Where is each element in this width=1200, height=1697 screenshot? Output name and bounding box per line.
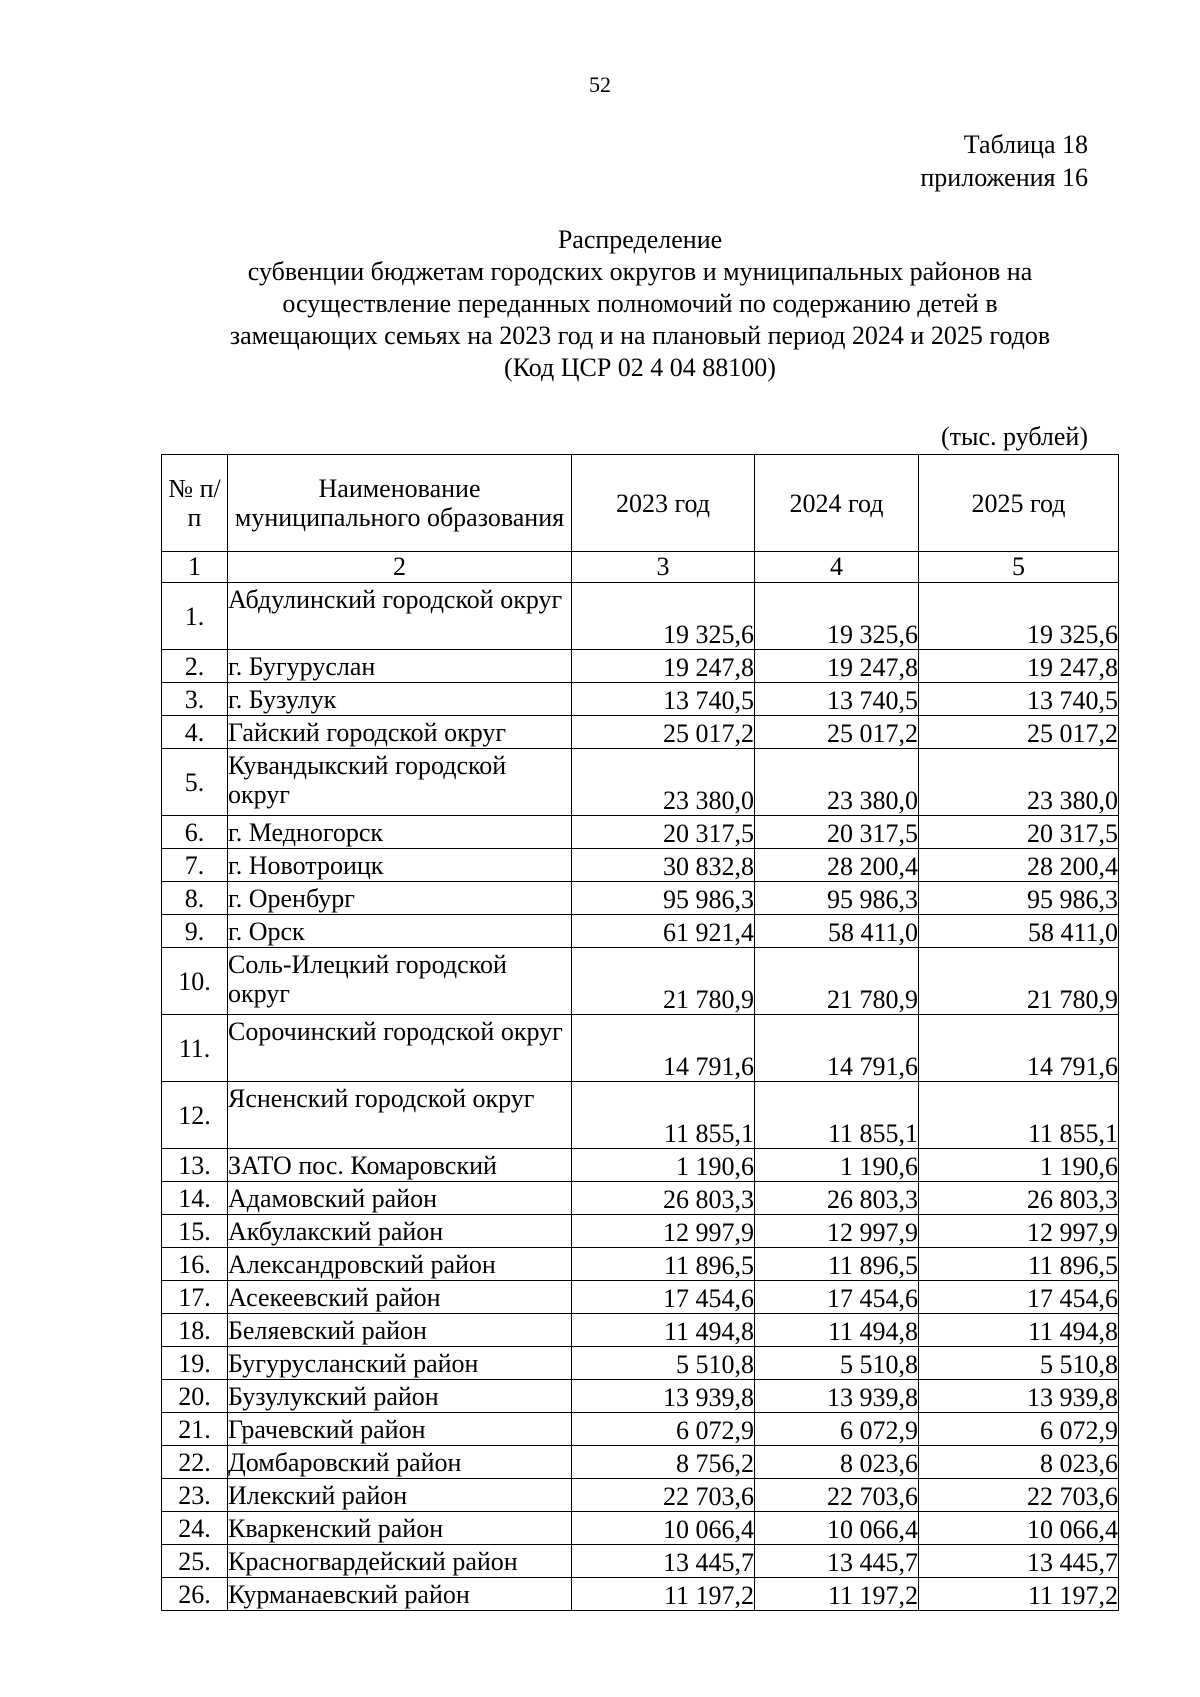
table-row — [162, 1578, 1119, 1611]
value-2025-cell: 5 510,8 — [919, 1347, 1119, 1380]
value-2025-cell: 23 380,0 — [919, 749, 1119, 816]
value-2025-cell: 22 703,6 — [919, 1479, 1119, 1512]
municipality-name-cell: Асекеевский район — [228, 1281, 572, 1314]
table-row — [162, 1082, 1119, 1149]
row-number-cell: 5. — [162, 749, 228, 816]
row-number-cell: 24. — [162, 1512, 228, 1545]
column-number: 3 — [572, 552, 755, 583]
value-2023-cell: 14 791,6 — [572, 1015, 755, 1082]
municipality-name-cell: ЗАТО пос. Комаровский — [228, 1149, 572, 1182]
row-number-cell: 4. — [162, 716, 228, 749]
value-2025-cell: 28 200,4 — [919, 849, 1119, 882]
value-2023-cell: 13 939,8 — [572, 1380, 755, 1413]
municipality-name-cell: Курманаевский район — [228, 1578, 572, 1611]
municipality-name-cell: Кувандыкский городской округ — [228, 749, 572, 816]
table-header-row — [162, 455, 1119, 552]
table-row — [162, 1015, 1119, 1082]
value-2025-cell: 21 780,9 — [919, 948, 1119, 1015]
table-row — [162, 1479, 1119, 1512]
municipality-name-cell: г. Оренбург — [228, 882, 572, 915]
value-2024-cell: 8 023,6 — [755, 1446, 919, 1479]
value-2025-cell: 13 445,7 — [919, 1545, 1119, 1578]
municipality-name-cell: Соль-Илецкий городской округ — [228, 948, 572, 1015]
table-row — [162, 1545, 1119, 1578]
municipality-name-cell: Сорочинский городской округ — [228, 1015, 572, 1082]
municipality-name-cell: Ясненский городской округ — [228, 1082, 572, 1149]
value-2025-cell: 26 803,3 — [919, 1182, 1119, 1215]
table-row — [162, 882, 1119, 915]
value-2025-cell: 10 066,4 — [919, 1512, 1119, 1545]
title-line: замещающих семьях на 2023 год и на плановый период 2024 и 2025 годов — [229, 321, 1051, 350]
row-number-cell: 23. — [162, 1479, 228, 1512]
value-2023-cell: 13 445,7 — [572, 1545, 755, 1578]
value-2023-cell: 61 921,4 — [572, 915, 755, 948]
column-number-row — [162, 552, 1119, 583]
table-row — [162, 1149, 1119, 1182]
table-row — [162, 1380, 1119, 1413]
row-number-cell: 11. — [162, 1015, 228, 1082]
value-2023-cell: 23 380,0 — [572, 749, 755, 816]
row-number-cell: 22. — [162, 1446, 228, 1479]
value-2024-cell: 13 939,8 — [755, 1380, 919, 1413]
table-row — [162, 1215, 1119, 1248]
value-2023-cell: 22 703,6 — [572, 1479, 755, 1512]
value-2024-cell: 13 740,5 — [755, 683, 919, 716]
value-2025-cell: 11 855,1 — [919, 1082, 1119, 1149]
value-2025-cell: 8 023,6 — [919, 1446, 1119, 1479]
value-2025-cell: 20 317,5 — [919, 816, 1119, 849]
row-number-cell: 15. — [162, 1215, 228, 1248]
value-2024-cell: 26 803,3 — [755, 1182, 919, 1215]
table-row — [162, 948, 1119, 1015]
column-number: 4 — [755, 552, 919, 583]
value-2025-cell: 19 247,8 — [919, 650, 1119, 683]
header-2024: 2024 год — [755, 455, 919, 552]
row-number-cell: 14. — [162, 1182, 228, 1215]
value-2024-cell: 6 072,9 — [755, 1413, 919, 1446]
table-row — [162, 1446, 1119, 1479]
value-2025-cell: 13 740,5 — [919, 683, 1119, 716]
value-2024-cell: 19 247,8 — [755, 650, 919, 683]
table-row — [162, 716, 1119, 749]
header-2025: 2025 год — [919, 455, 1119, 552]
row-number-cell: 6. — [162, 816, 228, 849]
title-line: осуществление переданных полномочий по содержанию детей в — [282, 289, 998, 318]
value-2025-cell: 11 896,5 — [919, 1248, 1119, 1281]
table-reference — [920, 128, 1088, 194]
value-2024-cell: 58 411,0 — [755, 915, 919, 948]
table-row — [162, 1248, 1119, 1281]
value-2023-cell: 19 247,8 — [572, 650, 755, 683]
row-number-cell: 7. — [162, 849, 228, 882]
value-2024-cell: 13 445,7 — [755, 1545, 919, 1578]
value-2024-cell: 11 896,5 — [755, 1248, 919, 1281]
row-number-cell: 21. — [162, 1413, 228, 1446]
value-2024-cell: 28 200,4 — [755, 849, 919, 882]
value-2023-cell: 26 803,3 — [572, 1182, 755, 1215]
row-number-cell: 26. — [162, 1578, 228, 1611]
value-2024-cell: 20 317,5 — [755, 816, 919, 849]
value-2024-cell: 1 190,6 — [755, 1149, 919, 1182]
value-2025-cell: 17 454,6 — [919, 1281, 1119, 1314]
value-2025-cell: 14 791,6 — [919, 1015, 1119, 1082]
value-2025-cell: 19 325,6 — [919, 583, 1119, 650]
value-2025-cell: 1 190,6 — [919, 1149, 1119, 1182]
value-2023-cell: 5 510,8 — [572, 1347, 755, 1380]
row-number-cell: 10. — [162, 948, 228, 1015]
row-number-cell: 1. — [162, 583, 228, 650]
column-number: 1 — [162, 552, 228, 583]
table-row — [162, 849, 1119, 882]
table-row — [162, 1347, 1119, 1380]
value-2023-cell: 95 986,3 — [572, 882, 755, 915]
table-reference-line: приложения 16 — [920, 163, 1088, 192]
row-number-cell: 19. — [162, 1347, 228, 1380]
value-2023-cell: 11 197,2 — [572, 1578, 755, 1611]
value-2025-cell: 13 939,8 — [919, 1380, 1119, 1413]
row-number-cell: 20. — [162, 1380, 228, 1413]
title-line: субвенции бюджетам городских округов и муниципальных районов на — [247, 257, 1033, 286]
value-2023-cell: 19 325,6 — [572, 583, 755, 650]
units-note: (тыс. рублей) — [940, 422, 1088, 451]
value-2023-cell: 13 740,5 — [572, 683, 755, 716]
table-row — [162, 915, 1119, 948]
value-2024-cell: 12 997,9 — [755, 1215, 919, 1248]
column-number: 5 — [919, 552, 1119, 583]
municipality-name-cell: г. Бузулук — [228, 683, 572, 716]
value-2024-cell: 11 197,2 — [755, 1578, 919, 1611]
value-2024-cell: 11 494,8 — [755, 1314, 919, 1347]
value-2024-cell: 10 066,4 — [755, 1512, 919, 1545]
municipality-name-cell: г. Бугуруслан — [228, 650, 572, 683]
value-2025-cell: 11 197,2 — [919, 1578, 1119, 1611]
value-2024-cell: 19 325,6 — [755, 583, 919, 650]
municipality-name-cell: Бугурусланский район — [228, 1347, 572, 1380]
row-number-cell: 8. — [162, 882, 228, 915]
value-2025-cell: 58 411,0 — [919, 915, 1119, 948]
municipality-name-cell: Домбаровский район — [228, 1446, 572, 1479]
table-reference-line: Таблица 18 — [963, 130, 1088, 159]
value-2023-cell: 8 756,2 — [572, 1446, 755, 1479]
value-2024-cell: 95 986,3 — [755, 882, 919, 915]
municipality-name-cell: Красногвардейский район — [228, 1545, 572, 1578]
value-2023-cell: 12 997,9 — [572, 1215, 755, 1248]
table-row — [162, 1413, 1119, 1446]
column-number: 2 — [228, 552, 572, 583]
value-2023-cell: 11 855,1 — [572, 1082, 755, 1149]
table-row — [162, 1182, 1119, 1215]
municipality-name-cell: Абдулинский городской округ — [228, 583, 572, 650]
row-number-cell: 18. — [162, 1314, 228, 1347]
header-2023: 2023 год — [572, 455, 755, 552]
value-2023-cell: 1 190,6 — [572, 1149, 755, 1182]
page-number: 52 — [589, 72, 611, 97]
value-2024-cell: 21 780,9 — [755, 948, 919, 1015]
title-line: (Код ЦСР 02 4 04 88100) — [504, 353, 776, 382]
row-number-cell: 17. — [162, 1281, 228, 1314]
value-2024-cell: 22 703,6 — [755, 1479, 919, 1512]
value-2024-cell: 23 380,0 — [755, 749, 919, 816]
row-number-cell: 3. — [162, 683, 228, 716]
row-number-cell: 25. — [162, 1545, 228, 1578]
table-row — [162, 583, 1119, 650]
value-2023-cell: 11 494,8 — [572, 1314, 755, 1347]
municipality-name-cell: г. Орск — [228, 915, 572, 948]
municipality-name-cell: Беляевский район — [228, 1314, 572, 1347]
row-number-cell: 12. — [162, 1082, 228, 1149]
municipality-name-cell: Грачевский район — [228, 1413, 572, 1446]
municipality-name-cell: г. Новотроицк — [228, 849, 572, 882]
table-row — [162, 1314, 1119, 1347]
value-2023-cell: 25 017,2 — [572, 716, 755, 749]
municipality-name-cell: Гайский городской округ — [228, 716, 572, 749]
row-number-cell: 9. — [162, 915, 228, 948]
subvention-table — [161, 454, 1119, 1611]
table-row — [162, 650, 1119, 683]
municipality-name-cell: Акбулакский район — [228, 1215, 572, 1248]
value-2024-cell: 17 454,6 — [755, 1281, 919, 1314]
value-2023-cell: 11 896,5 — [572, 1248, 755, 1281]
title-line: Распределение — [557, 225, 723, 254]
municipality-name-cell: Александровский район — [228, 1248, 572, 1281]
value-2024-cell: 5 510,8 — [755, 1347, 919, 1380]
municipality-name-cell: Илекский район — [228, 1479, 572, 1512]
value-2023-cell: 21 780,9 — [572, 948, 755, 1015]
table-body — [162, 583, 1119, 1611]
table-row — [162, 1512, 1119, 1545]
value-2025-cell: 25 017,2 — [919, 716, 1119, 749]
value-2025-cell: 6 072,9 — [919, 1413, 1119, 1446]
value-2023-cell: 17 454,6 — [572, 1281, 755, 1314]
value-2024-cell: 25 017,2 — [755, 716, 919, 749]
value-2024-cell: 11 855,1 — [755, 1082, 919, 1149]
header-name: Наименование муниципального образования — [228, 455, 572, 552]
value-2023-cell: 6 072,9 — [572, 1413, 755, 1446]
municipality-name-cell: Адамовский район — [228, 1182, 572, 1215]
value-2023-cell: 30 832,8 — [572, 849, 755, 882]
document-title — [160, 224, 1120, 384]
header-num: № п/п — [162, 455, 228, 552]
value-2025-cell: 95 986,3 — [919, 882, 1119, 915]
table-row — [162, 749, 1119, 816]
row-number-cell: 13. — [162, 1149, 228, 1182]
table-row — [162, 816, 1119, 849]
value-2024-cell: 14 791,6 — [755, 1015, 919, 1082]
municipality-name-cell: Кваркенский район — [228, 1512, 572, 1545]
value-2023-cell: 20 317,5 — [572, 816, 755, 849]
municipality-name-cell: г. Медногорск — [228, 816, 572, 849]
value-2025-cell: 11 494,8 — [919, 1314, 1119, 1347]
value-2023-cell: 10 066,4 — [572, 1512, 755, 1545]
table-row — [162, 1281, 1119, 1314]
row-number-cell: 16. — [162, 1248, 228, 1281]
row-number-cell: 2. — [162, 650, 228, 683]
value-2025-cell: 12 997,9 — [919, 1215, 1119, 1248]
municipality-name-cell: Бузулукский район — [228, 1380, 572, 1413]
table-row — [162, 683, 1119, 716]
